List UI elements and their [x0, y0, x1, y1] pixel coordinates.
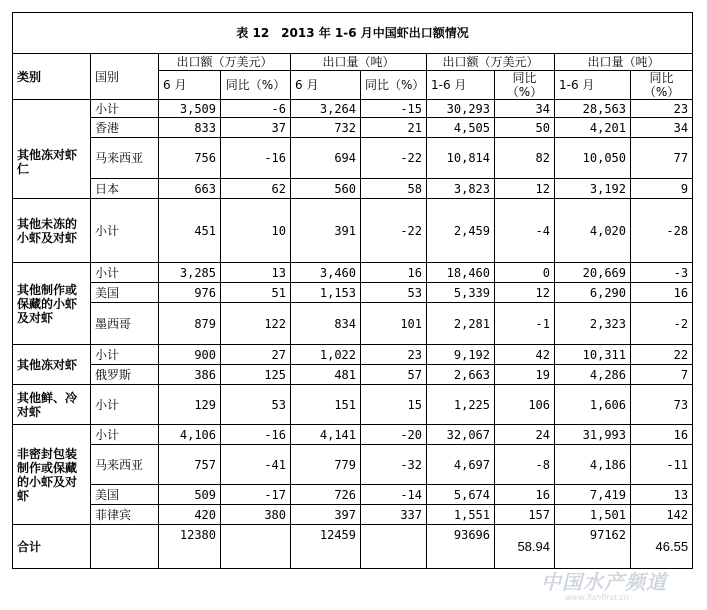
- value-h1-yoy-cell: 42: [495, 345, 555, 365]
- total-value-h1-yoy: 58.94: [495, 525, 555, 569]
- table-row: [13, 118, 693, 138]
- value-jun-cell: 129: [159, 385, 221, 425]
- country-cell: 小计: [91, 385, 159, 425]
- volume-jun-cell: 3,264: [291, 100, 361, 118]
- table-row: [13, 303, 693, 345]
- volume-yoy-cell: -20: [361, 425, 427, 445]
- country-cell: 小计: [91, 425, 159, 445]
- volume-h1-yoy-cell: -28: [631, 199, 693, 263]
- header-yoy-2: 同比（%）: [361, 71, 427, 100]
- volume-h1-yoy-cell: 22: [631, 345, 693, 365]
- header-jun: 6 月: [159, 71, 221, 100]
- volume-jun-cell: 3,460: [291, 263, 361, 283]
- header-export-volume-jun: 出口量（吨）: [291, 54, 427, 71]
- value-h1-yoy-cell: 24: [495, 425, 555, 445]
- value-h1-cell: 10,814: [427, 138, 495, 179]
- volume-h1-yoy-cell: 13: [631, 485, 693, 505]
- country-cell: 俄罗斯: [91, 365, 159, 385]
- volume-h1-yoy-cell: 9: [631, 179, 693, 199]
- value-jun-cell: 833: [159, 118, 221, 138]
- table-title: 表 12 2013 年 1-6 月中国虾出口额情况: [13, 13, 693, 54]
- total-label: 合计: [13, 525, 91, 569]
- value-h1-cell: 4,697: [427, 445, 495, 485]
- value-jun-cell: 386: [159, 365, 221, 385]
- value-h1-cell: 18,460: [427, 263, 495, 283]
- volume-h1-cell: 7,419: [555, 485, 631, 505]
- value-jun-cell: 3,285: [159, 263, 221, 283]
- value-yoy-cell: 13: [221, 263, 291, 283]
- site-watermark: [535, 566, 695, 606]
- table-row: [13, 100, 693, 118]
- value-jun-cell: 757: [159, 445, 221, 485]
- table-row: [13, 138, 693, 179]
- table-row: [13, 385, 693, 425]
- table-row: [13, 263, 693, 283]
- value-yoy-cell: 37: [221, 118, 291, 138]
- volume-h1-cell: 10,050: [555, 138, 631, 179]
- volume-h1-cell: 1,501: [555, 505, 631, 525]
- value-h1-cell: 5,339: [427, 283, 495, 303]
- value-h1-cell: 30,293: [427, 100, 495, 118]
- table-row: [13, 485, 693, 505]
- volume-h1-cell: 4,186: [555, 445, 631, 485]
- header-jun-2: 6 月: [291, 71, 361, 100]
- value-jun-cell: 509: [159, 485, 221, 505]
- value-h1-cell: 2,459: [427, 199, 495, 263]
- volume-h1-yoy-cell: -3: [631, 263, 693, 283]
- volume-h1-cell: 4,286: [555, 365, 631, 385]
- total-volume-yoy: [361, 525, 427, 569]
- watermark-text: 中国水产频道: [541, 570, 667, 594]
- value-yoy-cell: 122: [221, 303, 291, 345]
- total-value-yoy: [221, 525, 291, 569]
- value-yoy-cell: 62: [221, 179, 291, 199]
- volume-jun-cell: 397: [291, 505, 361, 525]
- volume-h1-yoy-cell: 142: [631, 505, 693, 525]
- value-h1-cell: 9,192: [427, 345, 495, 365]
- value-jun-cell: 663: [159, 179, 221, 199]
- volume-jun-cell: 779: [291, 445, 361, 485]
- volume-h1-cell: 3,192: [555, 179, 631, 199]
- value-h1-cell: 4,505: [427, 118, 495, 138]
- country-cell: 小计: [91, 345, 159, 365]
- volume-h1-yoy-cell: 7: [631, 365, 693, 385]
- volume-jun-cell: 694: [291, 138, 361, 179]
- table-row: [13, 283, 693, 303]
- volume-yoy-cell: -22: [361, 199, 427, 263]
- volume-h1-yoy-cell: 73: [631, 385, 693, 425]
- value-yoy-cell: 125: [221, 365, 291, 385]
- shrimp-export-table: [12, 12, 693, 569]
- volume-jun-cell: 560: [291, 179, 361, 199]
- volume-h1-yoy-cell: -11: [631, 445, 693, 485]
- value-h1-cell: 3,823: [427, 179, 495, 199]
- value-h1-cell: 1,551: [427, 505, 495, 525]
- volume-h1-yoy-cell: 16: [631, 425, 693, 445]
- total-value-h1: 93696: [427, 525, 495, 569]
- value-h1-yoy-cell: 82: [495, 138, 555, 179]
- volume-yoy-cell: 15: [361, 385, 427, 425]
- table-row: [13, 199, 693, 263]
- value-h1-yoy-cell: 34: [495, 100, 555, 118]
- value-yoy-cell: 380: [221, 505, 291, 525]
- value-h1-yoy-cell: 12: [495, 179, 555, 199]
- country-cell: 小计: [91, 100, 159, 118]
- value-jun-cell: 3,509: [159, 100, 221, 118]
- table-row: [13, 425, 693, 445]
- header-export-value-h1: 出口额（万美元）: [427, 54, 555, 71]
- header-h1-2: 1-6 月: [555, 71, 631, 100]
- value-yoy-cell: -41: [221, 445, 291, 485]
- volume-jun-cell: 481: [291, 365, 361, 385]
- volume-jun-cell: 1,153: [291, 283, 361, 303]
- value-yoy-cell: 53: [221, 385, 291, 425]
- volume-h1-yoy-cell: -2: [631, 303, 693, 345]
- volume-h1-yoy-cell: 34: [631, 118, 693, 138]
- table-row: [13, 365, 693, 385]
- volume-h1-yoy-cell: 77: [631, 138, 693, 179]
- watermark-url: www.fishfirst.cn: [565, 593, 629, 602]
- header-country: 国别: [91, 54, 159, 100]
- title-row: [13, 13, 693, 54]
- category-cell: 其他未冻的小虾及对虾: [13, 199, 91, 263]
- value-h1-yoy-cell: 0: [495, 263, 555, 283]
- volume-yoy-cell: -14: [361, 485, 427, 505]
- volume-h1-yoy-cell: 23: [631, 100, 693, 118]
- volume-h1-cell: 31,993: [555, 425, 631, 445]
- value-jun-cell: 4,106: [159, 425, 221, 445]
- volume-h1-cell: 10,311: [555, 345, 631, 365]
- volume-yoy-cell: 21: [361, 118, 427, 138]
- header-yoy-4: 同比（%）: [631, 71, 693, 100]
- value-yoy-cell: 10: [221, 199, 291, 263]
- value-h1-cell: 1,225: [427, 385, 495, 425]
- category-cell: 其他冻对虾: [13, 345, 91, 385]
- country-cell: 香港: [91, 118, 159, 138]
- country-cell: 马来西亚: [91, 445, 159, 485]
- volume-h1-yoy-cell: 16: [631, 283, 693, 303]
- value-h1-cell: 5,674: [427, 485, 495, 505]
- volume-h1-cell: 28,563: [555, 100, 631, 118]
- header-export-volume-h1: 出口量（吨）: [555, 54, 693, 71]
- value-h1-yoy-cell: 106: [495, 385, 555, 425]
- table-row: [13, 445, 693, 485]
- total-volume-jun: 12459: [291, 525, 361, 569]
- value-jun-cell: 879: [159, 303, 221, 345]
- header-yoy-3: 同比（%）: [495, 71, 555, 100]
- country-cell: 马来西亚: [91, 138, 159, 179]
- total-value-jun: 12380: [159, 525, 221, 569]
- value-jun-cell: 900: [159, 345, 221, 365]
- volume-h1-cell: 4,020: [555, 199, 631, 263]
- value-h1-yoy-cell: 50: [495, 118, 555, 138]
- header-h1: 1-6 月: [427, 71, 495, 100]
- category-cell: 非密封包装制作或保藏的小虾及对虾: [13, 425, 91, 525]
- value-h1-yoy-cell: 19: [495, 365, 555, 385]
- category-cell: 其他冻对虾仁: [13, 100, 91, 199]
- country-cell: 小计: [91, 199, 159, 263]
- value-jun-cell: 451: [159, 199, 221, 263]
- volume-jun-cell: 732: [291, 118, 361, 138]
- volume-jun-cell: 834: [291, 303, 361, 345]
- volume-yoy-cell: -32: [361, 445, 427, 485]
- volume-yoy-cell: -22: [361, 138, 427, 179]
- value-h1-yoy-cell: -4: [495, 199, 555, 263]
- volume-jun-cell: 4,141: [291, 425, 361, 445]
- volume-jun-cell: 391: [291, 199, 361, 263]
- value-jun-cell: 420: [159, 505, 221, 525]
- value-yoy-cell: -16: [221, 425, 291, 445]
- volume-yoy-cell: 58: [361, 179, 427, 199]
- volume-jun-cell: 1,022: [291, 345, 361, 365]
- volume-yoy-cell: 57: [361, 365, 427, 385]
- country-cell: 墨西哥: [91, 303, 159, 345]
- value-yoy-cell: 51: [221, 283, 291, 303]
- volume-yoy-cell: 23: [361, 345, 427, 365]
- volume-jun-cell: 726: [291, 485, 361, 505]
- volume-yoy-cell: 16: [361, 263, 427, 283]
- country-cell: 菲律宾: [91, 505, 159, 525]
- value-yoy-cell: 27: [221, 345, 291, 365]
- volume-yoy-cell: 53: [361, 283, 427, 303]
- volume-h1-cell: 2,323: [555, 303, 631, 345]
- total-volume-h1-yoy: 46.55: [631, 525, 693, 569]
- header-category: 类别: [13, 54, 91, 100]
- table-row: [13, 345, 693, 365]
- volume-jun-cell: 151: [291, 385, 361, 425]
- volume-yoy-cell: 101: [361, 303, 427, 345]
- value-jun-cell: 976: [159, 283, 221, 303]
- total-country-empty: [91, 525, 159, 569]
- total-volume-h1: 97162: [555, 525, 631, 569]
- volume-h1-cell: 20,669: [555, 263, 631, 283]
- volume-yoy-cell: -15: [361, 100, 427, 118]
- value-h1-yoy-cell: -1: [495, 303, 555, 345]
- category-cell: 其他制作或保藏的小虾及对虾: [13, 263, 91, 345]
- table-row: [13, 505, 693, 525]
- country-cell: 美国: [91, 283, 159, 303]
- value-jun-cell: 756: [159, 138, 221, 179]
- country-cell: 小计: [91, 263, 159, 283]
- total-row: [13, 525, 693, 569]
- value-h1-cell: 32,067: [427, 425, 495, 445]
- value-h1-cell: 2,281: [427, 303, 495, 345]
- value-h1-yoy-cell: -8: [495, 445, 555, 485]
- header-yoy: 同比（%）: [221, 71, 291, 100]
- value-yoy-cell: -17: [221, 485, 291, 505]
- volume-h1-cell: 4,201: [555, 118, 631, 138]
- category-cell: 其他鲜、冷对虾: [13, 385, 91, 425]
- value-h1-yoy-cell: 12: [495, 283, 555, 303]
- table-row: [13, 179, 693, 199]
- value-yoy-cell: -6: [221, 100, 291, 118]
- volume-h1-cell: 1,606: [555, 385, 631, 425]
- value-h1-cell: 2,663: [427, 365, 495, 385]
- value-h1-yoy-cell: 157: [495, 505, 555, 525]
- header-export-value-jun: 出口额（万美元）: [159, 54, 291, 71]
- header-row-1: [13, 54, 693, 71]
- volume-h1-cell: 6,290: [555, 283, 631, 303]
- value-h1-yoy-cell: 16: [495, 485, 555, 505]
- value-yoy-cell: -16: [221, 138, 291, 179]
- country-cell: 日本: [91, 179, 159, 199]
- country-cell: 美国: [91, 485, 159, 505]
- volume-yoy-cell: 337: [361, 505, 427, 525]
